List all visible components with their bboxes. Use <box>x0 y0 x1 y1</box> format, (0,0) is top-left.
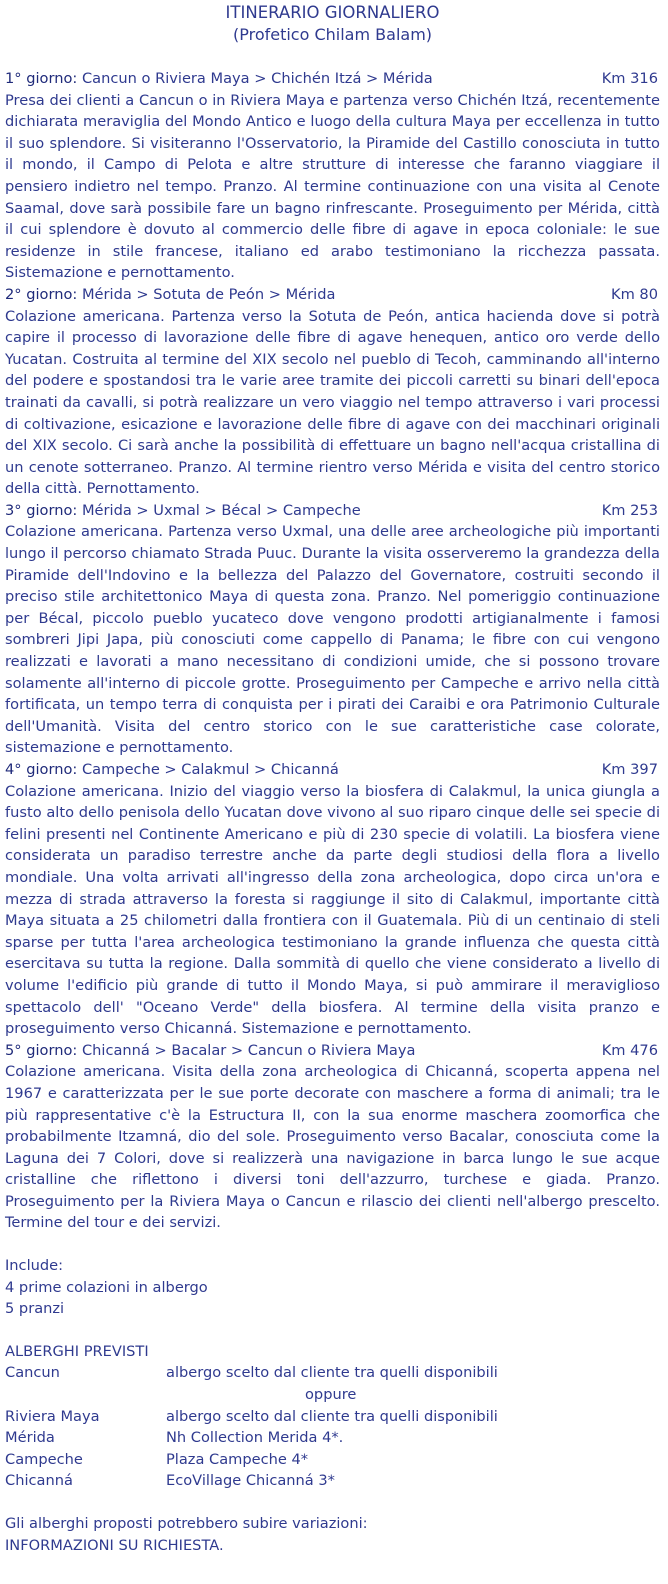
day-description: Colazione americana. Partenza verso la Sotuta de Peón, antica hacienda dove si potrà capire il processo di lavorazione delle fibre di agave henequen, antico oro verde dello Yucatan. Costruita al termine del XIX secolo nel pueblo di Tecoh, camminando all'interno del podere e spostandosi tra le varie aree tramite dei piccoli carretti su binari dell'epoca trainati da cavalli, si potrà realizzare un vero viaggio nel tempo attraverso i vari processi di coltivazione, esicazione e lavorazione delle fibre di agave con dei macchinari originali del XIX secolo. Ci sarà anche la possibilità di effettuare un bagno nell'acqua cristallina di un cenote sotterraneo. Pranzo. Al termine rientro verso Mérida e visita del centro storico della città. Pernottamento. <box>5 307 660 498</box>
hotel-city: Cancun <box>5 1364 60 1382</box>
hotels-list <box>5 1362 660 1492</box>
day-km: Km 80 <box>611 285 658 303</box>
hotel-row <box>5 1406 660 1428</box>
day-route: Mérida > Uxmal > Bécal > Campeche <box>77 501 361 519</box>
day-description: Presa dei clienti a Cancun o in Riviera Maya e partenza verso Chichén Itzá, recentemente dichiarata meraviglia del Mondo Antico e luogo della cultura Maya per eccellenza in tutto il suo splendore. Si visiteranno l'Osservatorio, la Piramide del Castillo conosciuta in tutto il mondo, il Campo di Pelota e altre strutture di interesse che faranno viaggiare il pensiero indietro nel tempo. Pranzo. Al termine continuazione con una visita al Cenote Saamal, dove sarà possibile fare un bagno rinfrescante. Proseguimento per Mérida, città il cui splendore è dovuto al commercio delle fibre di agave in epoca coloniale: le sue residenze in stile francese, italiano ed arabo testimoniano la ricchezza passata. Sistemazione e pernottamento. <box>5 91 660 282</box>
hotel-name: EcoVillage Chicanná 3* <box>166 1472 335 1490</box>
day-label: 1° giorno: <box>5 70 78 87</box>
day-header <box>5 68 660 90</box>
hotel-name: albergo scelto dal cliente tra quelli disponibili <box>166 1364 498 1382</box>
hotel-name: albergo scelto dal cliente tra quelli disponibili <box>166 1407 498 1425</box>
hotel-city: Campeche <box>5 1450 83 1468</box>
day-km: Km 476 <box>601 1041 658 1059</box>
day-header <box>5 759 660 781</box>
day-route: Chicanná > Bacalar > Cancun o Riviera Maya <box>77 1041 416 1059</box>
day-description: Colazione americana. Visita della zona archeologica di Chicanná, scoperta appena nel 1967 e caratterizzata per le sue porte decorate con maschere a forma di animali; tra le più rappresentative c'è la Estructura II, con la sua enorme maschera zoomorfica che probabilmente Itzamná, dio del sole. Proseguimento verso Bacalar, conosciuta come la Laguna dei 7 Colori, dove si realizzerà una navigazione in barca lungo le sue acque cristalline che riflettono i diversi toni dell'azzurro, turchese e giada. Pranzo. Proseguimento per la Riviera Maya o Cancun e rilascio dei clienti nell'albergo prescelto. Termine del tour e dei servizi. <box>5 1063 660 1232</box>
day-km: Km 253 <box>601 501 658 519</box>
day-route: Mérida > Sotuta de Peón > Mérida <box>77 285 336 303</box>
day-description: Colazione americana. Partenza verso Uxmal, una delle aree archeologiche più importanti lungo il percorso chiamato Strada Puuc. Durante la visita osserveremo la grandezza della Piramide dell'Indovino e la bellezza del Palazzo del Governatore, costruiti secondo il preciso stile architettonico Maya di questa zona. Pranzo. Nel pomeriggio continuazione per Bécal, piccolo pueblo yucateco dove vengono prodotti artigianalmente i famosi sombreri Jipi Japa, più conosciuti come cappello di Panama; le fibre con cui vengono realizzati e lavorati a mano necessitano di condizioni umide, che si possono trovare solamente all'interno di piccole grotte. Proseguimento per Campeche e arrivo nella città fortificata, un tempo terra di conquista per i pirati dei Caraibi e ora Patrimonio Culturale dell'Umanità. Visita del centro storico con le sue caratteristiche case colorate, sistemazione e pernottamento. <box>5 523 660 757</box>
hotel-city: Chicanná <box>5 1472 73 1490</box>
hotel-name: Nh Collection Merida 4*. <box>166 1429 344 1447</box>
day-km: Km 316 <box>601 70 658 87</box>
day-label: 5° giorno: <box>5 1041 78 1059</box>
day-route: Cancun o Riviera Maya > Chichén Itzá > Mérida <box>77 70 433 87</box>
page-title: ITINERARIO GIORNALIERO <box>225 3 440 22</box>
hotels-variation-note: Gli alberghi proposti potrebbero subire variazioni: <box>5 1515 368 1532</box>
hotels-title: ALBERGHI PREVISTI <box>5 1342 149 1360</box>
day-title <box>5 284 335 306</box>
day-2 <box>5 284 660 500</box>
day-title <box>5 68 433 90</box>
notes-section <box>5 1513 660 1556</box>
day-1 <box>5 68 660 284</box>
include-section <box>5 1255 660 1320</box>
hotel-row <box>5 1449 660 1471</box>
day-title <box>5 759 339 781</box>
hotel-row <box>5 1427 660 1449</box>
hotel-name: Plaza Campeche 4* <box>166 1450 309 1468</box>
day-title <box>5 1040 415 1062</box>
page-subtitle: (Profetico Chilam Balam) <box>232 25 433 44</box>
itinerary-document <box>0 2 668 1584</box>
day-header <box>5 284 660 306</box>
include-item: 4 prime colazioni in albergo <box>5 1278 208 1296</box>
day-4 <box>5 759 660 1040</box>
day-km: Km 397 <box>601 761 658 778</box>
day-description: Colazione americana. Inizio del viaggio verso la biosfera di Calakmul, la unica giungla a fusto alto dello penisola dello Yucatan dove vivono al suo riparo cinque delle sei specie di felini presenti nel Continente Americano e più di 230 specie di volatili. La biosfera viene considerata un paradiso terrestre anche da parte degli studiosi della flora a livello mondiale. Una volta arrivati all'ingresso della zona archeologica, dopo circa un'ora e mezza di strada attraverso la foresta si raggiunge il sito di Calakmul, importante città Maya situata a 25 chilometri dalla frontiera con il Guatemala. Più di un centinaio di steli sparse per tutta l'area archeologica testimoniano la grande influenza che questa città esercitava su tutta la regione. Dalla sommità di quello che viene considerato a livello di volume l'edificio più grande di tutto il Mondo Maya, si può ammirare il meraviglioso spettacolo dell' "Oceano Verde" della biosfera. Al termine della visita pranzo e proseguimento verso Chicanná. Sistemazione e pernottamento. <box>5 782 660 1038</box>
day-title <box>5 500 361 522</box>
hotel-row <box>5 1362 660 1384</box>
hotel-row <box>5 1470 660 1492</box>
hotel-city: Riviera Maya <box>5 1407 100 1425</box>
day-header <box>5 500 660 522</box>
day-label: 2° giorno: <box>5 285 78 303</box>
day-label: 3° giorno: <box>5 501 78 519</box>
day-3 <box>5 500 660 759</box>
include-item: 5 pranzi <box>5 1300 65 1318</box>
day-route: Campeche > Calakmul > Chicanná <box>77 761 339 778</box>
day-header <box>5 1040 660 1062</box>
include-title: Include: <box>5 1257 64 1275</box>
info-note: INFORMAZIONI SU RICHIESTA. <box>5 1536 224 1554</box>
hotel-city: Mérida <box>5 1429 55 1447</box>
day-label: 4° giorno: <box>5 761 78 778</box>
hotel-alternative: oppure <box>305 1386 357 1404</box>
day-5 <box>5 1040 660 1234</box>
